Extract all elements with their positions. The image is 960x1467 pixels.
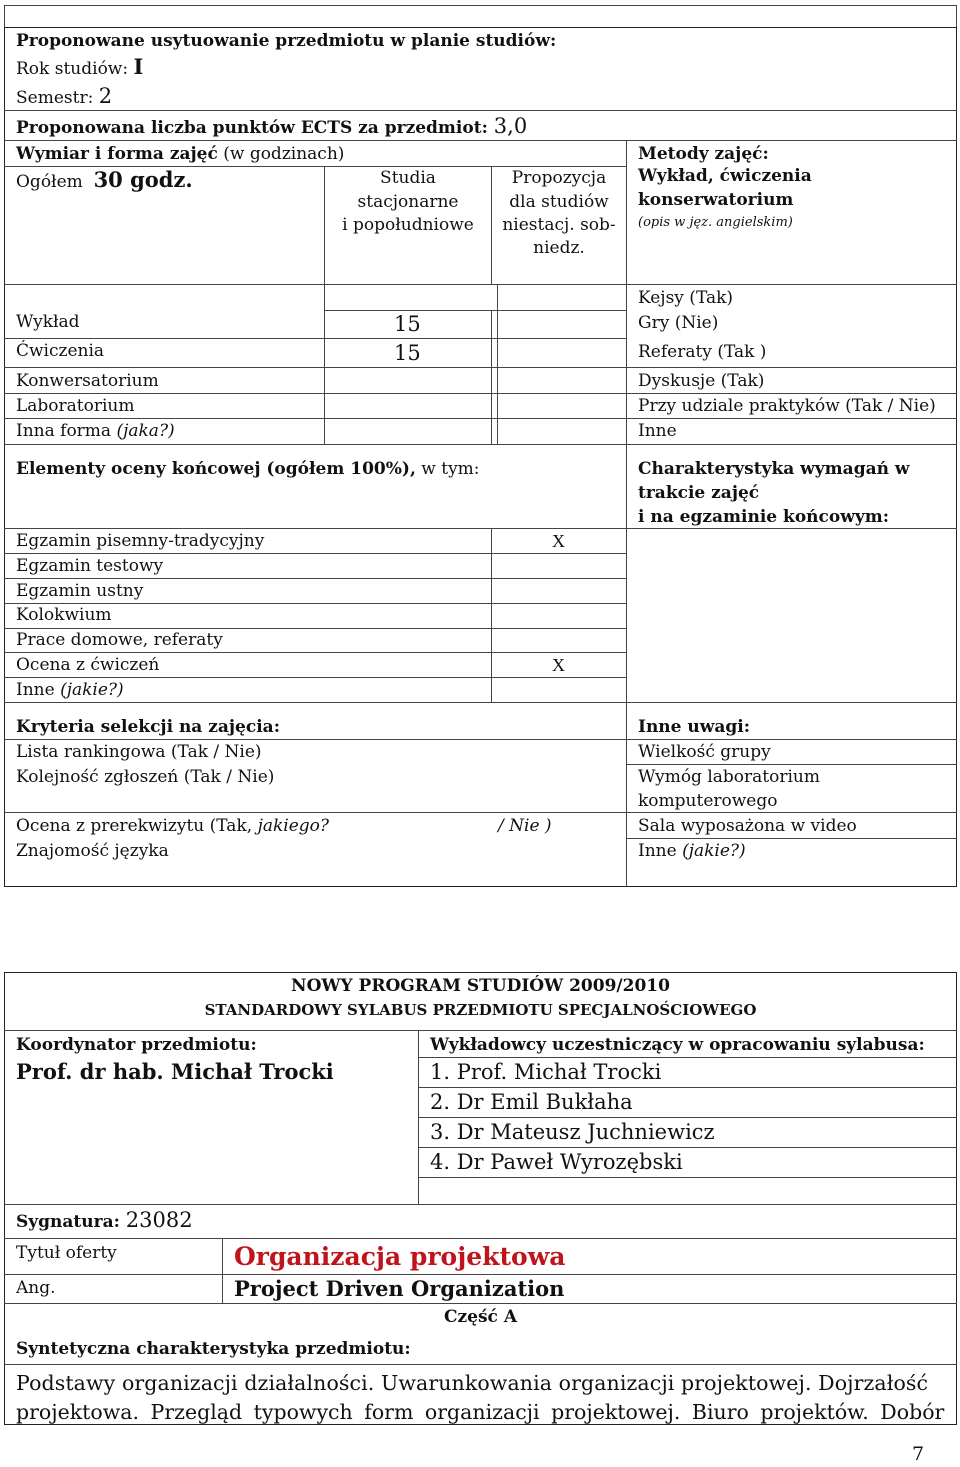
hours-heading [16, 144, 344, 164]
hours-total-label: Ogółem [16, 172, 83, 192]
rule-offer-bottom [4, 1303, 957, 1304]
row-wyklad-label: Wykład [16, 312, 80, 332]
rule-grade-2 [4, 578, 626, 579]
selection-language: Znajomość języka [16, 841, 169, 861]
year-label: Rok studiów: [16, 59, 134, 79]
remarks-item-4: Sala wyposażona w video [638, 816, 857, 836]
requirements-line3: i na egzaminie końcowym: [638, 507, 889, 527]
offer-title-label: Tytuł oferty [16, 1243, 117, 1263]
syllabus-title-1: NOWY PROGRAM STUDIÓW 2009/2010 [291, 976, 670, 996]
col2-line1: Propozycja [511, 168, 607, 188]
rule-offer-split [222, 1238, 223, 1303]
signature-row [16, 1210, 193, 1232]
methods-line1: Wykład, ćwiczenia [638, 166, 812, 186]
grading-item-6: Ocena z ćwiczeń [16, 655, 160, 675]
rule-rem-4 [626, 838, 957, 839]
rule-grade-3 [4, 603, 626, 604]
rule-row-4 [4, 418, 626, 419]
summary-line-2: projektowa. Przegląd typowych form organizacji projektowej. Biuro projektów. Dobór [16, 1400, 945, 1424]
signature-label: Sygnatura: [16, 1212, 126, 1232]
rule-summary [4, 1364, 957, 1365]
selection-prereq-label: Ocena z prerekwizytu (Tak, [16, 816, 258, 836]
rule-methods-left [626, 140, 627, 887]
coordinator-label: Koordynator przedmiotu: [16, 1035, 257, 1055]
rule-grade-6 [4, 677, 626, 678]
lecturers-label: Wykładowcy uczestniczący w opracowaniu sylabusa: [430, 1035, 925, 1055]
remarks-item-3: komputerowego [638, 791, 778, 811]
year-row [16, 54, 144, 79]
rule-syl-title [4, 1030, 957, 1031]
rule-rem-2 [626, 764, 957, 765]
signature-value: 23082 [125, 1208, 193, 1232]
selection-ranking: Lista rankingowa (Tak / Nie) [16, 742, 262, 762]
remarks-other [638, 841, 746, 861]
row-inna-forma [16, 421, 175, 441]
ang-title: Project Driven Organization [234, 1276, 565, 1301]
requirements-line1: Charakterystyka wymagań w [638, 459, 910, 479]
selection-prereq-end: / Nie ) [498, 816, 552, 836]
grading-item-7 [16, 680, 124, 700]
ang-label: Ang. [16, 1278, 56, 1298]
lecturer-4: 4. Dr Paweł Wyrozębski [430, 1150, 683, 1174]
rule-grade-5 [4, 652, 626, 653]
selection-heading: Kryteria selekcji na zajęcia: [16, 717, 280, 737]
row-konwersatorium-label: Konwersatorium [16, 371, 159, 391]
rule-methods-2 [626, 393, 957, 394]
grading-item-3: Egzamin ustny [16, 581, 144, 601]
method-item-2: Gry (Nie) [638, 313, 719, 333]
placement-heading: Proponowane usytuowanie przedmiotu w planie studiów: [16, 31, 557, 51]
rule-row-1 [4, 338, 626, 339]
offer-title: Organizacja projektowa [234, 1242, 566, 1271]
rule-selection-top [4, 702, 957, 703]
grading-item-1: Egzamin pisemny-tradycyjny [16, 531, 265, 551]
grading-heading-suffix: w tym: [415, 459, 480, 479]
rule-lec-1 [418, 1087, 957, 1088]
ects-value: 3,0 [493, 114, 528, 138]
grading-item-7-label: Inne [16, 680, 61, 700]
rule-lec-2 [418, 1117, 957, 1118]
row-wyklad-value: 15 [394, 312, 421, 336]
hours-heading-suffix: (w godzinach) [217, 144, 345, 164]
lecturer-3: 3. Dr Mateusz Juchniewicz [430, 1120, 715, 1144]
rule-grade-1 [4, 553, 626, 554]
col1-line3: i popołudniowe [342, 215, 474, 235]
part-label: Część A [443, 1307, 518, 1327]
method-item-6: Inne [638, 421, 677, 441]
hours-heading-label: Wymiar i forma zajęć [16, 144, 218, 164]
lecturer-1: 1. Prof. Michał Trocki [430, 1060, 662, 1084]
rule-value-right [497, 284, 498, 444]
requirements-line2: trakcie zajęć [638, 483, 760, 503]
grading-item-4: Kolokwium [16, 605, 112, 625]
grading-mark-6: X [552, 655, 565, 675]
rule-methods-3 [626, 418, 957, 419]
col1-line2: stacjonarne [357, 192, 459, 212]
ects-row [16, 116, 527, 138]
rule-methods-1 [626, 367, 957, 368]
method-item-1: Kejsy (Tak) [638, 288, 734, 308]
rule-ects [4, 140, 957, 141]
rule-mark-left [491, 528, 492, 702]
rule-sel-2 [4, 812, 626, 813]
method-item-4: Dyskusje (Tak) [638, 371, 765, 391]
top-rule-left [4, 5, 5, 27]
col1-line1: Studia [380, 168, 436, 188]
rule-lec-0 [418, 1057, 957, 1058]
rule-offer-mid [4, 1274, 957, 1275]
year-value: I [133, 54, 144, 79]
grading-item-7-suffix: (jakie?) [60, 680, 124, 700]
col2-line2: dla studiów [509, 192, 609, 212]
remarks-item-1: Wielkość grupy [638, 742, 771, 762]
rule-value-right2 [491, 310, 492, 444]
row-cwiczenia-label: Ćwiczenia [16, 341, 105, 361]
ects-label: Proponowana liczba punktów ECTS za przedmiot: [16, 118, 494, 138]
row-inna-forma-label: Inna forma [16, 421, 117, 441]
rule-lec-4 [418, 1177, 957, 1178]
rule-placement [4, 110, 957, 111]
rule-signature-top [4, 1204, 957, 1205]
rule-grading-rows-top [4, 528, 957, 529]
selection-prereq-q: jakiego? [257, 816, 329, 836]
semester-label: Semestr: [16, 88, 99, 108]
lecturer-2: 2. Dr Emil Bukłaha [430, 1090, 633, 1114]
grading-heading [16, 459, 480, 479]
remarks-other-suffix: (jakie?) [682, 841, 746, 861]
selection-order: Kolejność zgłoszeń (Tak / Nie) [16, 767, 275, 787]
page-number: 7 [912, 1443, 925, 1465]
rule-value-left [324, 284, 325, 444]
remarks-other-label: Inne [638, 841, 683, 861]
top-rule-right [956, 5, 957, 27]
remarks-item-2: Wymóg laboratorium [638, 767, 820, 787]
top-rule [4, 5, 957, 6]
row-laboratorium-label: Laboratorium [16, 396, 135, 416]
rule-rem-3 [626, 812, 957, 813]
grading-item-5: Prace domowe, referaty [16, 630, 223, 650]
coordinator-name: Prof. dr hab. Michał Trocki [16, 1059, 334, 1084]
methods-heading: Metody zajęć: [638, 144, 769, 164]
row-cwiczenia-value: 15 [394, 341, 421, 365]
method-item-3: Referaty (Tak ) [638, 342, 767, 362]
col2-line4: niedz. [533, 238, 585, 258]
rule-rem-1 [626, 739, 957, 740]
summary-label: Syntetyczna charakterystyka przedmiotu: [16, 1339, 411, 1359]
semester-row [16, 86, 112, 108]
syllabus-title-2: STANDARDOWY SYLABUS PRZEDMIOTU SPECJALNOŚCIOWEGO [204, 1001, 757, 1019]
method-item-5: Przy udziale praktyków (Tak / Nie) [638, 396, 936, 416]
rule-sel-1 [4, 739, 626, 740]
remarks-heading: Inne uwagi: [638, 717, 751, 737]
grading-item-2: Egzamin testowy [16, 556, 164, 576]
summary-line-1: Podstawy organizacji działalności. Uwarunkowania organizacji projektowej. Dojrzałość [16, 1371, 929, 1395]
hours-total-value: 30 godz. [93, 167, 193, 192]
rule-hours-bottom [4, 284, 957, 285]
rule-row-3 [4, 393, 626, 394]
methods-line2: konserwatorium [638, 190, 794, 210]
semester-value: 2 [98, 84, 113, 108]
rule-row-2 [4, 367, 626, 368]
methods-note: (opis w jęz. angielskim) [638, 215, 793, 230]
rule-grading-top [4, 444, 957, 445]
row-inna-forma-suffix: (jaka?) [116, 421, 175, 441]
rule-row-wyklad-top [324, 310, 626, 311]
rule-lec-3 [418, 1147, 957, 1148]
rule-offer-top [4, 1238, 957, 1239]
grading-mark-1: X [552, 531, 565, 551]
rule-grade-4 [4, 628, 626, 629]
selection-prereq [16, 816, 329, 836]
hours-total [16, 167, 193, 192]
col2-line3: niestacj. sob- [502, 215, 616, 235]
grading-heading-label: Elementy oceny końcowej (ogółem 100%), [16, 459, 416, 479]
